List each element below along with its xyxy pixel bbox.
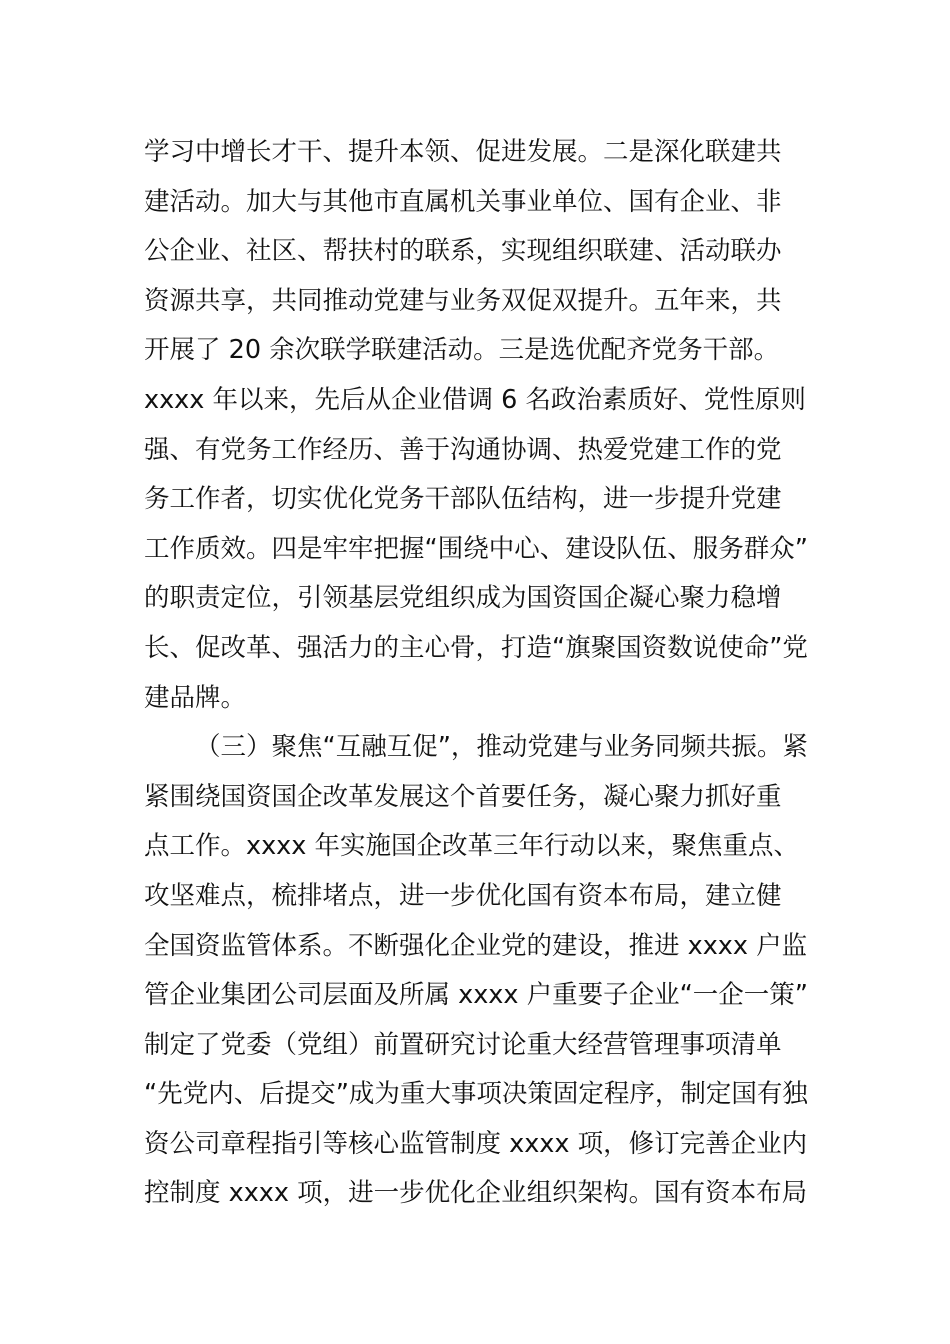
text-line: 管企业集团公司层面及所属 xxxx 户重要子企业“一企一策” (144, 980, 808, 1011)
text-line: 学习中增长才干、提升本领、促进发展。二是深化联建共 (144, 137, 782, 167)
text-line: 强、有党务工作经历、善于沟通协调、热爱党建工作的党 (144, 434, 782, 465)
text-line: 全国资监管体系。不断强化企业党的建设，推进 xxxx 户监 (144, 930, 808, 961)
text-line: 工作质效。四是牢牢把握“围绕中心、建设队伍、服务群众” (144, 533, 808, 564)
body-text (144, 128, 824, 1219)
text-line: 点工作。xxxx 年实施国企改革三年行动以来，聚焦重点、 (144, 831, 799, 862)
text-line: 资源共享，共同推动党建与业务双促双提升。五年来，共 (144, 285, 782, 316)
text-line: “先党内、后提交”成为重大事项决策固定程序，制定国有独 (144, 1079, 808, 1110)
text-line: 的职责定位，引领基层党组织成为国资国企凝心聚力稳增 (144, 583, 782, 614)
text-line: 攻坚难点，梳排堵点，进一步优化国有资本布局，建立健 (144, 880, 782, 911)
text-line: 控制度 xxxx 项，进一步优化企业组织架构。国有资本布局 (144, 1178, 808, 1209)
text-line: 公企业、社区、帮扶村的联系，实现组织联建、活动联办 (144, 236, 782, 267)
text-line: 资公司章程指引等核心监管制度 xxxx 项，修订完善企业内 (144, 1128, 808, 1159)
text-line: 务工作者，切实优化党务干部队伍结构，进一步提升党建 (144, 484, 782, 515)
text-line: 开展了 20 余次联学联建活动。三是选优配齐党务干部。 (144, 335, 780, 366)
text-line: 制定了党委（党组）前置研究讨论重大经营管理事项清单 (144, 1029, 782, 1060)
text-line: 建活动。加大与其他市直属机关事业单位、国有企业、非 (144, 186, 782, 217)
text-line: 紧围绕国资国企改革发展这个首要任务，凝心聚力抓好重 (144, 781, 782, 812)
text-line: 长、促改革、强活力的主心骨，打造“旗聚国资数说使命”党 (144, 632, 808, 663)
section-heading-line: （三）聚焦“互融互促”，推动党建与业务同频共振。紧 (195, 732, 808, 763)
text-line: xxxx 年以来，先后从企业借调 6 名政治素质好、党性原则 (144, 384, 806, 415)
text-line: 建品牌。 (144, 682, 247, 713)
